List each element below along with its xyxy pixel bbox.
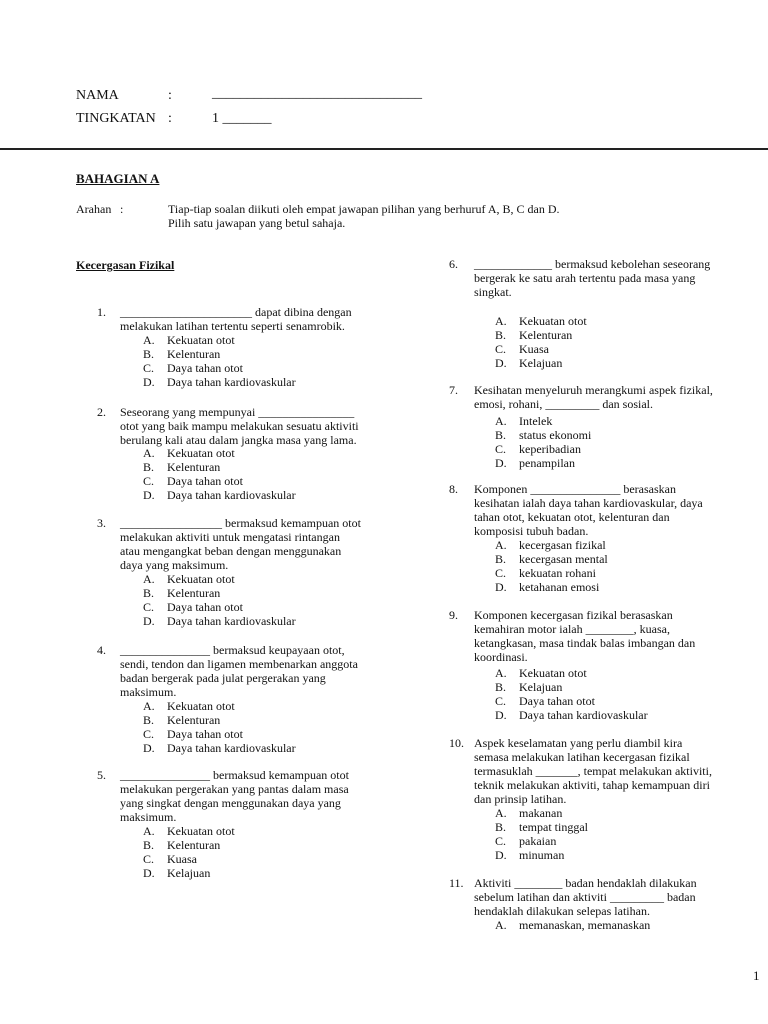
answer-option[interactable] — [495, 456, 575, 470]
answer-option[interactable] — [495, 356, 562, 370]
answer-option[interactable] — [143, 852, 197, 866]
answer-option[interactable] — [143, 586, 220, 600]
option-text: kecergasan fizikal — [519, 538, 606, 552]
question-stem-line: melakukan latihan tertentu seperti senamrobik. — [120, 319, 345, 333]
answer-option[interactable] — [143, 600, 243, 614]
option-text: makanan — [519, 806, 563, 820]
page-number: 1 — [753, 968, 760, 983]
option-text: Daya tahan kardiovaskular — [167, 488, 296, 502]
option-text: Kekuatan otot — [167, 446, 235, 460]
answer-option[interactable] — [495, 680, 562, 694]
question-stem-line: ketangkasan, masa tindak balas imbangan dan — [474, 636, 696, 650]
answer-option[interactable] — [495, 820, 588, 834]
answer-option[interactable] — [495, 414, 552, 428]
question-stem-line: kesihatan ialah daya tahan kardiovaskular, daya — [474, 496, 703, 510]
answer-option[interactable] — [143, 474, 243, 488]
option-letter: D. — [143, 866, 155, 880]
option-text: Kelajuan — [167, 866, 211, 880]
tingkatan-field[interactable]: 1 _______ — [212, 111, 272, 126]
question-stem-line: melakukan pergerakan yang pantas dalam masa — [120, 782, 349, 796]
answer-option[interactable] — [495, 918, 650, 932]
question-number: 5. — [97, 768, 106, 782]
name-colon: : — [168, 88, 172, 103]
question-number: 7. — [449, 383, 458, 397]
option-text: Kekuatan otot — [519, 314, 587, 328]
option-text: Kekuatan otot — [167, 572, 235, 586]
answer-option[interactable] — [495, 848, 564, 862]
option-letter: C. — [143, 474, 155, 488]
option-letter: A. — [495, 414, 507, 428]
question-stem-line: otot yang baik mampu melakukan sesuatu aktiviti — [120, 419, 359, 433]
answer-option[interactable] — [495, 342, 549, 356]
question-stem-line: tahan otot, kekuatan otot, kelenturan dan — [474, 510, 670, 524]
option-letter: B. — [143, 460, 155, 474]
option-text: kecergasan mental — [519, 552, 608, 566]
question-stem-line: badan bergerak pada julat pergerakan yang — [120, 671, 326, 685]
option-text: ketahanan emosi — [519, 580, 600, 594]
question-stem-line: _____________ bermaksud kebolehan seseorang — [474, 257, 711, 271]
question-number: 1. — [97, 305, 106, 319]
option-letter: C. — [495, 834, 507, 848]
question-stem-line: Kesihatan menyeluruh merangkumi aspek fizikal, — [474, 383, 713, 397]
option-text: Kelenturan — [167, 838, 221, 852]
option-letter: B. — [143, 838, 155, 852]
option-letter: C. — [495, 566, 507, 580]
question-stem-line: emosi, rohani, _________ dan sosial. — [474, 397, 653, 411]
option-text: Intelek — [519, 414, 553, 428]
option-text: Daya tahan otot — [167, 361, 243, 375]
arahan-line-1: Tiap-tiap soalan diikuti oleh empat jawapan pilihan yang berhuruf A, B, C dan D. — [168, 202, 560, 216]
option-letter: A. — [143, 824, 155, 838]
option-text: Daya tahan kardiovaskular — [519, 708, 648, 722]
answer-option[interactable] — [495, 708, 648, 722]
name-label: NAMA — [76, 88, 119, 103]
question-number: 11. — [449, 876, 464, 890]
option-text: Kelenturan — [519, 328, 573, 342]
question-stem-line: _______________ bermaksud keupayaan otot, — [120, 643, 345, 657]
option-letter: D. — [143, 614, 155, 628]
answer-option[interactable] — [495, 538, 606, 552]
tingkatan-colon: : — [168, 111, 172, 126]
answer-option[interactable] — [495, 552, 608, 566]
answer-option[interactable] — [495, 314, 587, 328]
option-letter: C. — [143, 361, 155, 375]
question-number: 10. — [449, 736, 464, 750]
option-text: Kelenturan — [167, 713, 221, 727]
answer-option[interactable] — [143, 446, 235, 460]
option-letter: D. — [495, 456, 507, 470]
option-letter: B. — [495, 328, 507, 342]
question-stem-line: bergerak ke satu arah tertentu pada masa yang — [474, 271, 696, 285]
option-letter: A. — [495, 666, 507, 680]
tingkatan-label: TINGKATAN — [76, 111, 156, 126]
name-field[interactable]: ______________________________ — [212, 86, 422, 101]
question-stem-line: maksimum. — [120, 685, 177, 699]
option-text: Kelenturan — [167, 347, 221, 361]
option-letter: A. — [495, 918, 507, 932]
answer-option[interactable] — [495, 566, 596, 580]
option-text: Kekuatan otot — [167, 699, 235, 713]
option-text: Kekuatan otot — [167, 333, 235, 347]
option-text: Daya tahan otot — [167, 727, 243, 741]
option-text: pakaian — [519, 834, 557, 848]
answer-option[interactable] — [143, 741, 296, 755]
question-stem-line: sendi, tendon dan ligamen membenarkan anggota — [120, 657, 358, 671]
option-letter: B. — [143, 347, 155, 361]
option-text: Kelenturan — [167, 586, 221, 600]
option-letter: D. — [495, 708, 507, 722]
option-letter: C. — [143, 600, 155, 614]
option-letter: A. — [143, 333, 155, 347]
option-letter: C. — [143, 727, 155, 741]
option-letter: B. — [495, 428, 507, 442]
question-stem-line: _______________ bermaksud kemampuan otot — [120, 768, 349, 782]
option-text: Kelajuan — [519, 680, 563, 694]
option-text: Kuasa — [519, 342, 549, 356]
answer-option[interactable] — [495, 806, 562, 820]
answer-option[interactable] — [143, 727, 243, 741]
question-stem-line: melakukan aktiviti untuk mengatasi rintangan — [120, 530, 340, 544]
question-stem-line: termasuklah _______, tempat melakukan aktiviti, — [474, 764, 712, 778]
option-letter: A. — [143, 572, 155, 586]
option-text: kekuatan rohani — [519, 566, 596, 580]
option-letter: B. — [143, 586, 155, 600]
option-letter: B. — [143, 713, 155, 727]
question-stem-line: kemahiran motor ialah ________, kuasa, — [474, 622, 670, 636]
answer-option[interactable] — [143, 572, 235, 586]
option-text: penampilan — [519, 456, 575, 470]
option-text: memanaskan, memanaskan — [519, 918, 651, 932]
question-stem-line: _________________ bermaksud kemampuan otot — [120, 516, 361, 530]
section-title: BAHAGIAN A — [76, 171, 160, 186]
question-stem-line: ______________________ dapat dibina dengan — [120, 305, 352, 319]
answer-option[interactable] — [143, 838, 220, 852]
option-letter: A. — [495, 538, 507, 552]
question-stem-line: koordinasi. — [474, 650, 528, 664]
option-letter: C. — [143, 852, 155, 866]
question-stem-line: sebelum latihan dan aktiviti _________ badan — [474, 890, 696, 904]
question-stem-line: singkat. — [474, 285, 512, 299]
option-letter: B. — [495, 680, 507, 694]
option-text: tempat tinggal — [519, 820, 588, 834]
answer-option[interactable] — [143, 713, 220, 727]
option-text: Daya tahan otot — [167, 600, 243, 614]
arahan-label: Arahan — [76, 202, 112, 216]
option-text: minuman — [519, 848, 565, 862]
question-stem-line: dan prinsip latihan. — [474, 792, 567, 806]
option-letter: A. — [495, 806, 507, 820]
header-divider — [0, 148, 768, 150]
question-stem-line: semasa melakukan latihan kecergasan fizikal — [474, 750, 690, 764]
option-letter: A. — [143, 446, 155, 460]
option-letter: D. — [495, 356, 507, 370]
option-letter: C. — [495, 442, 507, 456]
option-text: Daya tahan otot — [519, 694, 595, 708]
option-letter: D. — [143, 375, 155, 389]
option-text: Kuasa — [167, 852, 197, 866]
answer-option[interactable] — [495, 694, 595, 708]
question-stem-line: berulang kali atau dalam jangka masa yang lama. — [120, 433, 357, 447]
question-stem-line: Komponen kecergasan fizikal berasaskan — [474, 608, 673, 622]
question-stem-line: Aspek keselamatan yang perlu diambil kira — [474, 736, 683, 750]
question-stem-line: hendaklah dilakukan selepas latihan. — [474, 904, 650, 918]
option-letter: B. — [495, 820, 507, 834]
option-text: Kekuatan otot — [519, 666, 587, 680]
option-text: Daya tahan kardiovaskular — [167, 741, 296, 755]
answer-option[interactable] — [495, 666, 587, 680]
arahan-line-2: Pilih satu jawapan yang betul sahaja. — [168, 216, 346, 230]
answer-option[interactable] — [495, 442, 581, 456]
answer-option[interactable] — [143, 699, 235, 713]
option-text: Daya tahan kardiovaskular — [167, 614, 296, 628]
answer-option[interactable] — [495, 580, 599, 594]
answer-option[interactable] — [495, 328, 572, 342]
answer-option[interactable] — [495, 834, 556, 848]
answer-option[interactable] — [143, 460, 220, 474]
arahan-colon: : — [120, 202, 124, 216]
option-text: Kelenturan — [167, 460, 221, 474]
question-stem-line: teknik melakukan aktiviti, tahap kemampuan diri — [474, 778, 710, 792]
question-stem-line: Aktiviti ________ badan hendaklah dilakukan — [474, 876, 697, 890]
answer-option[interactable] — [143, 347, 220, 361]
answer-option[interactable] — [495, 428, 591, 442]
option-letter: D. — [143, 741, 155, 755]
question-number: 9. — [449, 608, 458, 622]
question-number: 8. — [449, 482, 458, 496]
question-stem-line: daya yang maksimum. — [120, 558, 229, 572]
answer-option[interactable] — [143, 375, 296, 389]
option-letter: D. — [143, 488, 155, 502]
answer-option[interactable] — [143, 333, 235, 347]
question-number: 2. — [97, 405, 106, 419]
question-stem-line: maksimum. — [120, 810, 177, 824]
question-stem-line: Seseorang yang mempunyai ________________ — [120, 405, 355, 419]
option-text: Kekuatan otot — [167, 824, 235, 838]
answer-option[interactable] — [143, 824, 235, 838]
question-stem-line: Komponen _______________ berasaskan — [474, 482, 676, 496]
option-text: Daya tahan kardiovaskular — [167, 375, 296, 389]
answer-option[interactable] — [143, 614, 296, 628]
option-letter: D. — [495, 848, 507, 862]
answer-option[interactable] — [143, 488, 296, 502]
answer-option[interactable] — [143, 361, 243, 375]
question-stem-line: komposisi tubuh badan. — [474, 524, 589, 538]
option-letter: A. — [143, 699, 155, 713]
option-letter: B. — [495, 552, 507, 566]
topic-heading: Kecergasan Fizikal — [76, 258, 175, 272]
option-letter: C. — [495, 342, 507, 356]
option-letter: A. — [495, 314, 507, 328]
question-number: 4. — [97, 643, 106, 657]
option-letter: C. — [495, 694, 507, 708]
option-text: status ekonomi — [519, 428, 592, 442]
option-text: Kelajuan — [519, 356, 563, 370]
option-letter: D. — [495, 580, 507, 594]
option-text: keperibadian — [519, 442, 581, 456]
question-number: 6. — [449, 257, 458, 271]
question-stem-line: atau mengangkat beban dengan menggunakan — [120, 544, 342, 558]
question-number: 3. — [97, 516, 106, 530]
answer-option[interactable] — [143, 866, 210, 880]
option-text: Daya tahan otot — [167, 474, 243, 488]
question-stem-line: yang singkat dengan menggunakan daya yang — [120, 796, 341, 810]
